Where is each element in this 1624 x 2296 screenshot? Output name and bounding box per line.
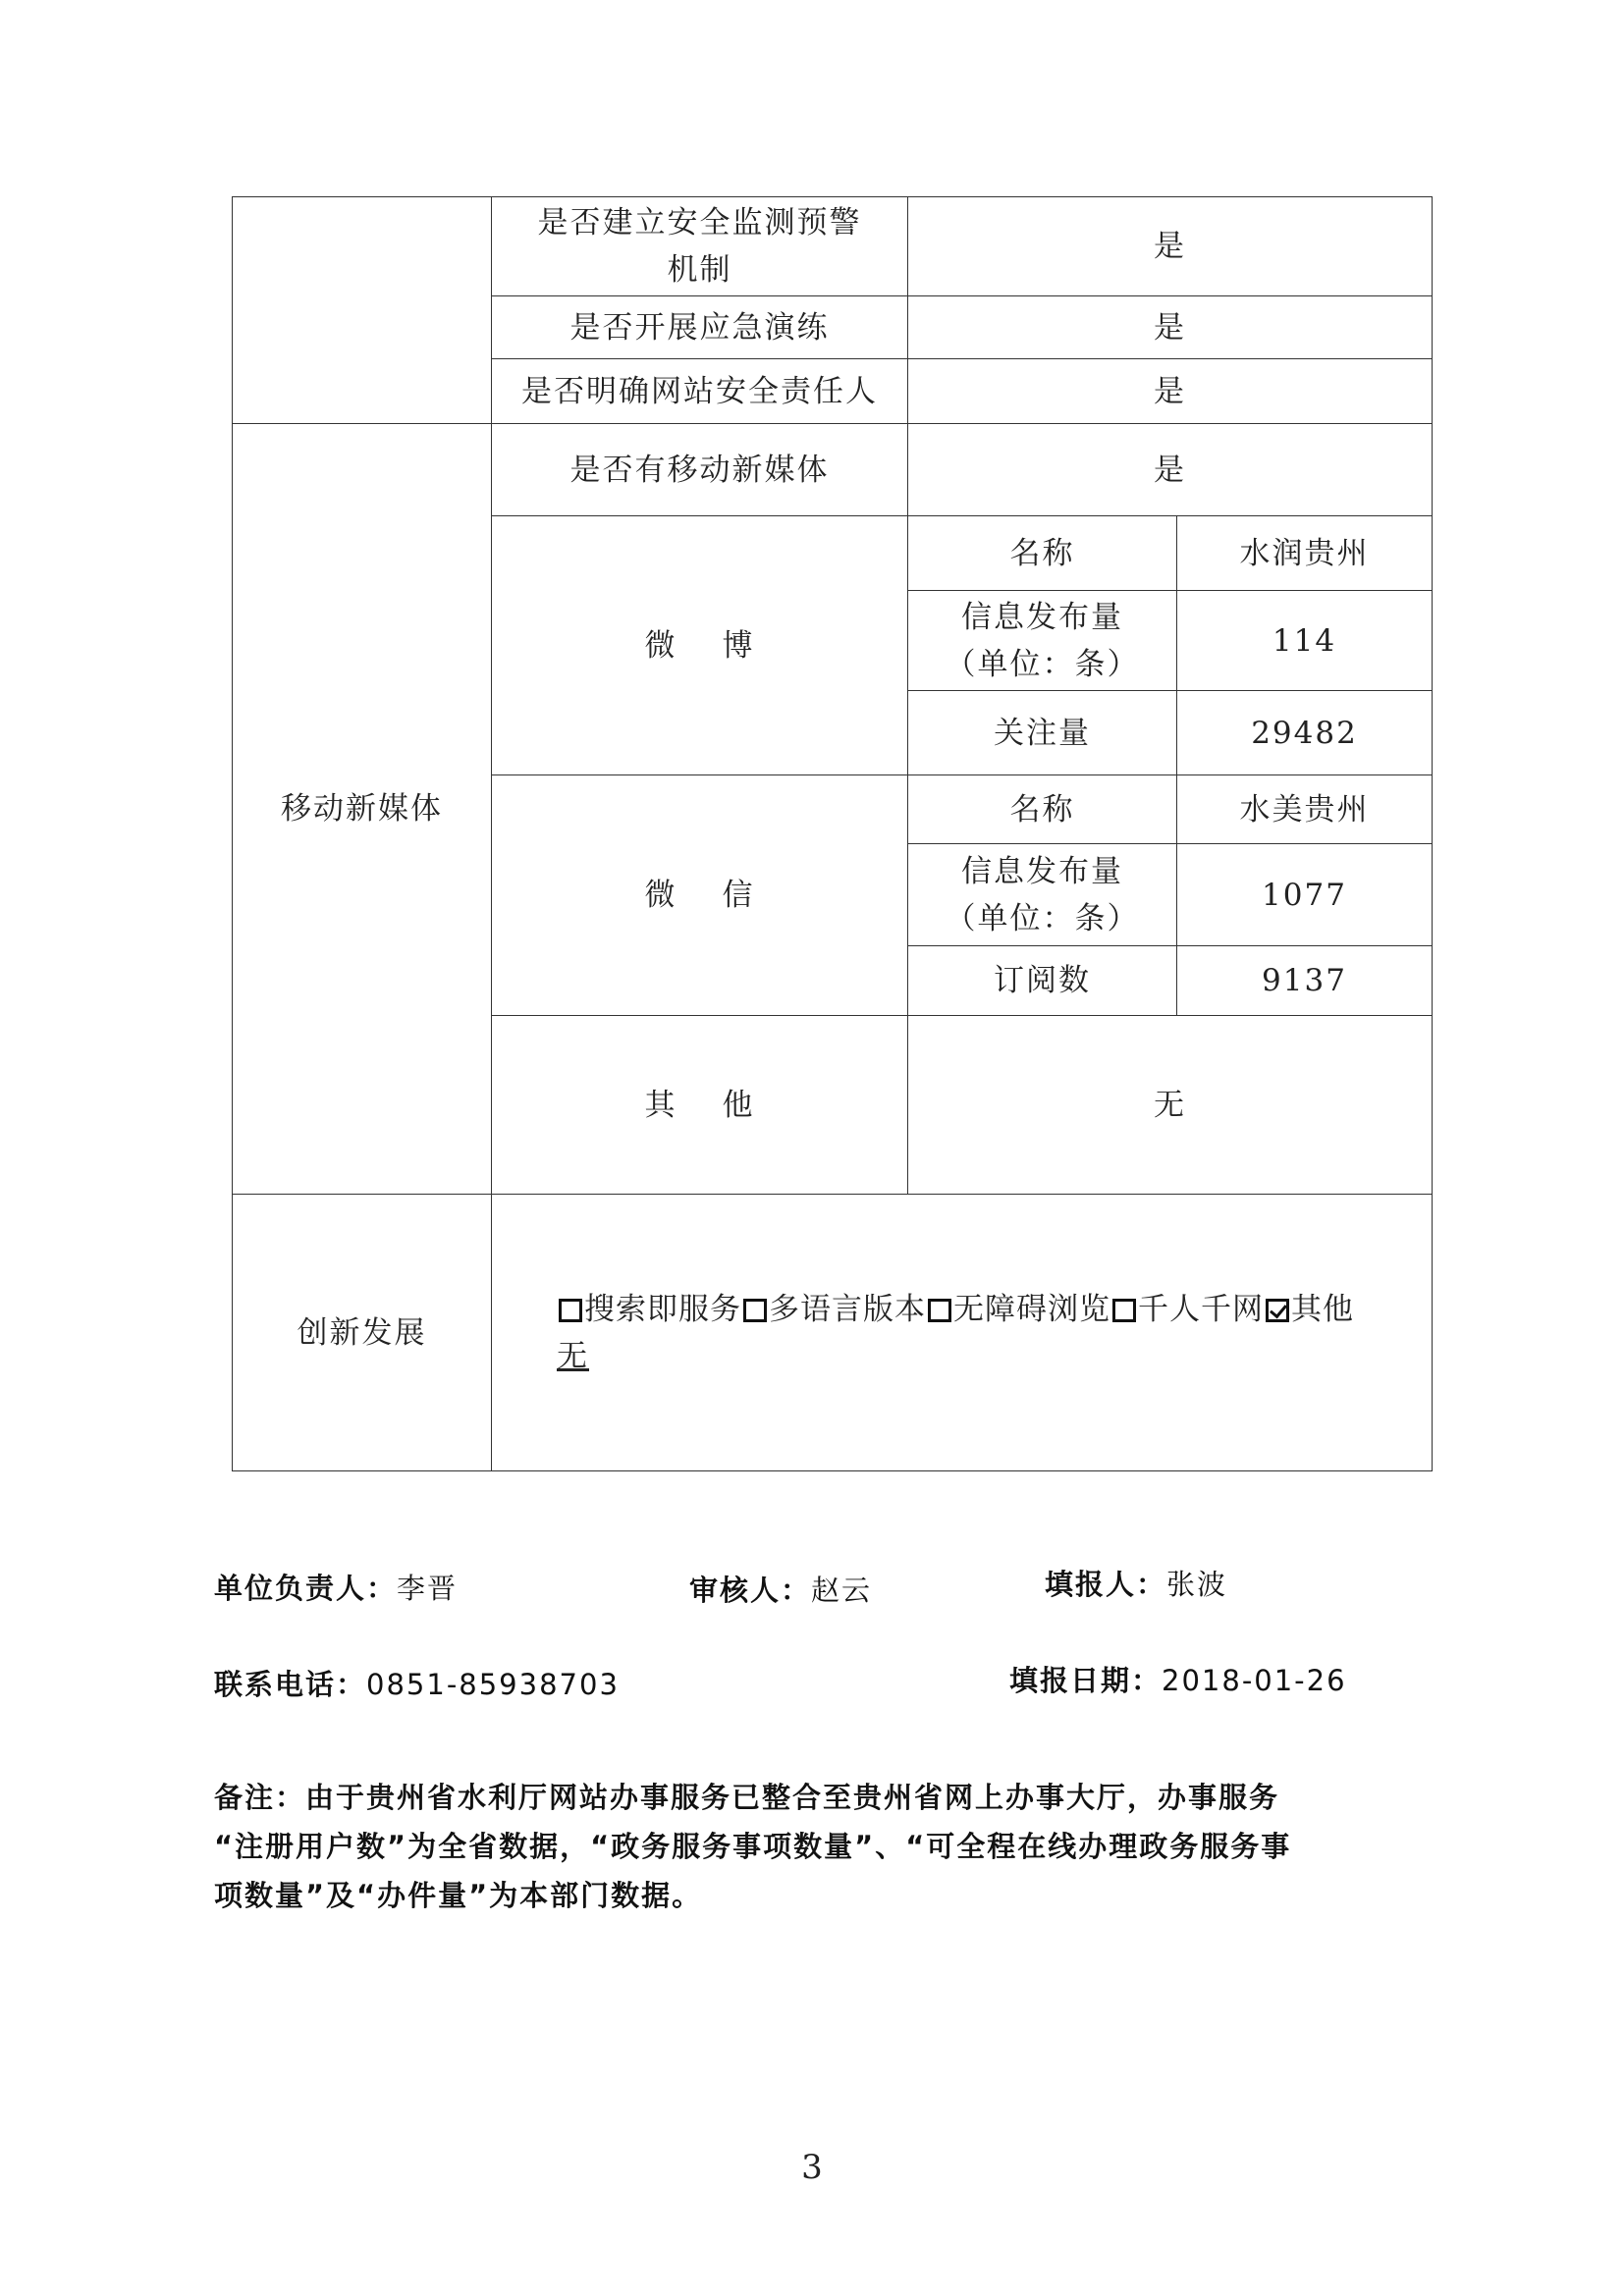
other-media-value: 无 <box>908 1016 1433 1195</box>
table-row <box>233 197 1433 296</box>
monitoring-value: 是 <box>908 197 1433 296</box>
unit-head-value: 李晋 <box>397 1572 459 1605</box>
responsible-label: 是否明确网站安全责任人 <box>492 359 908 424</box>
monitoring-label <box>492 197 908 296</box>
wechat-posts-label-line2: （单位：条） <box>945 900 1140 936</box>
weibo-posts-label-line1: 信息发布量 <box>961 599 1123 635</box>
innovation-options <box>557 1286 1426 1333</box>
filler <box>1045 1563 1227 1603</box>
reviewer <box>689 1569 872 1609</box>
reviewer-label: 审核人： <box>689 1574 812 1607</box>
unit-head-label: 单位负责人： <box>214 1572 398 1605</box>
monitoring-label-line2: 机制 <box>667 252 732 288</box>
innovation-section-label: 创新发展 <box>233 1195 492 1471</box>
drill-value: 是 <box>908 296 1433 359</box>
remark-line: 备注：由于贵州省水利厅网站办事服务已整合至贵州省网上办事大厅，办事服务 <box>214 1781 1280 1814</box>
weibo-name-value: 水润贵州 <box>1177 516 1433 591</box>
fill-date <box>1009 1659 1347 1699</box>
weibo-followers-label: 关注量 <box>908 691 1177 775</box>
remark-line: “注册用户数”为全省数据，“政务服务事项数量”、“可全程在线办理政务服务事 <box>214 1830 1292 1863</box>
wechat-posts-label <box>908 844 1177 946</box>
wechat-name-label: 名称 <box>908 775 1177 844</box>
option-label: 无障碍浏览 <box>953 1291 1110 1327</box>
filler-value: 张波 <box>1166 1568 1228 1601</box>
monitoring-label-line1: 是否建立安全监测预警 <box>537 205 862 240</box>
other-media-label-char2: 他 <box>722 1087 755 1123</box>
mobile-section-label: 移动新媒体 <box>233 424 492 1195</box>
wechat-posts-label-line1: 信息发布量 <box>961 853 1123 889</box>
unit-head <box>214 1567 458 1607</box>
other-media-label-char1: 其 <box>644 1087 677 1123</box>
remark-line: 项数量”及“办件量”为本部门数据。 <box>214 1879 703 1912</box>
weibo-followers-value: 29482 <box>1177 691 1433 775</box>
drill-label: 是否开展应急演练 <box>492 296 908 359</box>
innovation-other-value: 无 <box>557 1338 589 1374</box>
responsible-value: 是 <box>908 359 1433 424</box>
wechat-subscribers-label: 订阅数 <box>908 946 1177 1016</box>
fill-date-label: 填报日期： <box>1009 1664 1163 1697</box>
page-number: 3 <box>801 2148 823 2187</box>
checkbox-multilingual[interactable] <box>743 1299 767 1322</box>
wechat-label <box>492 775 908 1016</box>
weibo-label-char1: 微 <box>644 627 677 664</box>
has-mobile-value: 是 <box>908 424 1433 516</box>
weibo-label-char2: 博 <box>722 627 755 664</box>
report-table <box>232 196 1433 1471</box>
table-row <box>233 424 1433 516</box>
checkbox-other[interactable] <box>1266 1299 1289 1322</box>
checkbox-search-service[interactable] <box>559 1299 582 1322</box>
wechat-name-value: 水美贵州 <box>1177 775 1433 844</box>
phone-label: 联系电话： <box>214 1668 367 1701</box>
option-label: 多语言版本 <box>769 1291 926 1327</box>
weibo-name-label: 名称 <box>908 516 1177 591</box>
filler-label: 填报人： <box>1045 1568 1167 1601</box>
phone-value: 0851-85938703 <box>366 1668 620 1701</box>
table-row <box>233 1195 1433 1471</box>
weibo-posts-value: 114 <box>1177 591 1433 691</box>
checkbox-accessibility[interactable] <box>928 1299 951 1322</box>
option-label: 搜索即服务 <box>584 1291 741 1327</box>
reviewer-value: 赵云 <box>811 1574 873 1607</box>
phone <box>214 1663 620 1703</box>
wechat-posts-value: 1077 <box>1177 844 1433 946</box>
security-section-cell <box>233 197 492 424</box>
weibo-posts-label-line2: （单位：条） <box>945 646 1140 682</box>
option-label: 其他 <box>1291 1291 1354 1327</box>
has-mobile-label: 是否有移动新媒体 <box>492 424 908 516</box>
innovation-options-cell <box>492 1195 1433 1471</box>
other-media-label <box>492 1016 908 1195</box>
remark-note <box>214 1773 1432 1920</box>
wechat-subscribers-value: 9137 <box>1177 946 1433 1016</box>
wechat-label-char2: 信 <box>722 878 755 913</box>
wechat-label-char1: 微 <box>644 878 677 913</box>
weibo-posts-label <box>908 591 1177 691</box>
checkbox-personalized[interactable] <box>1112 1299 1136 1322</box>
fill-date-value: 2018-01-26 <box>1162 1664 1347 1697</box>
weibo-label <box>492 516 908 775</box>
option-label: 千人千网 <box>1138 1291 1264 1327</box>
